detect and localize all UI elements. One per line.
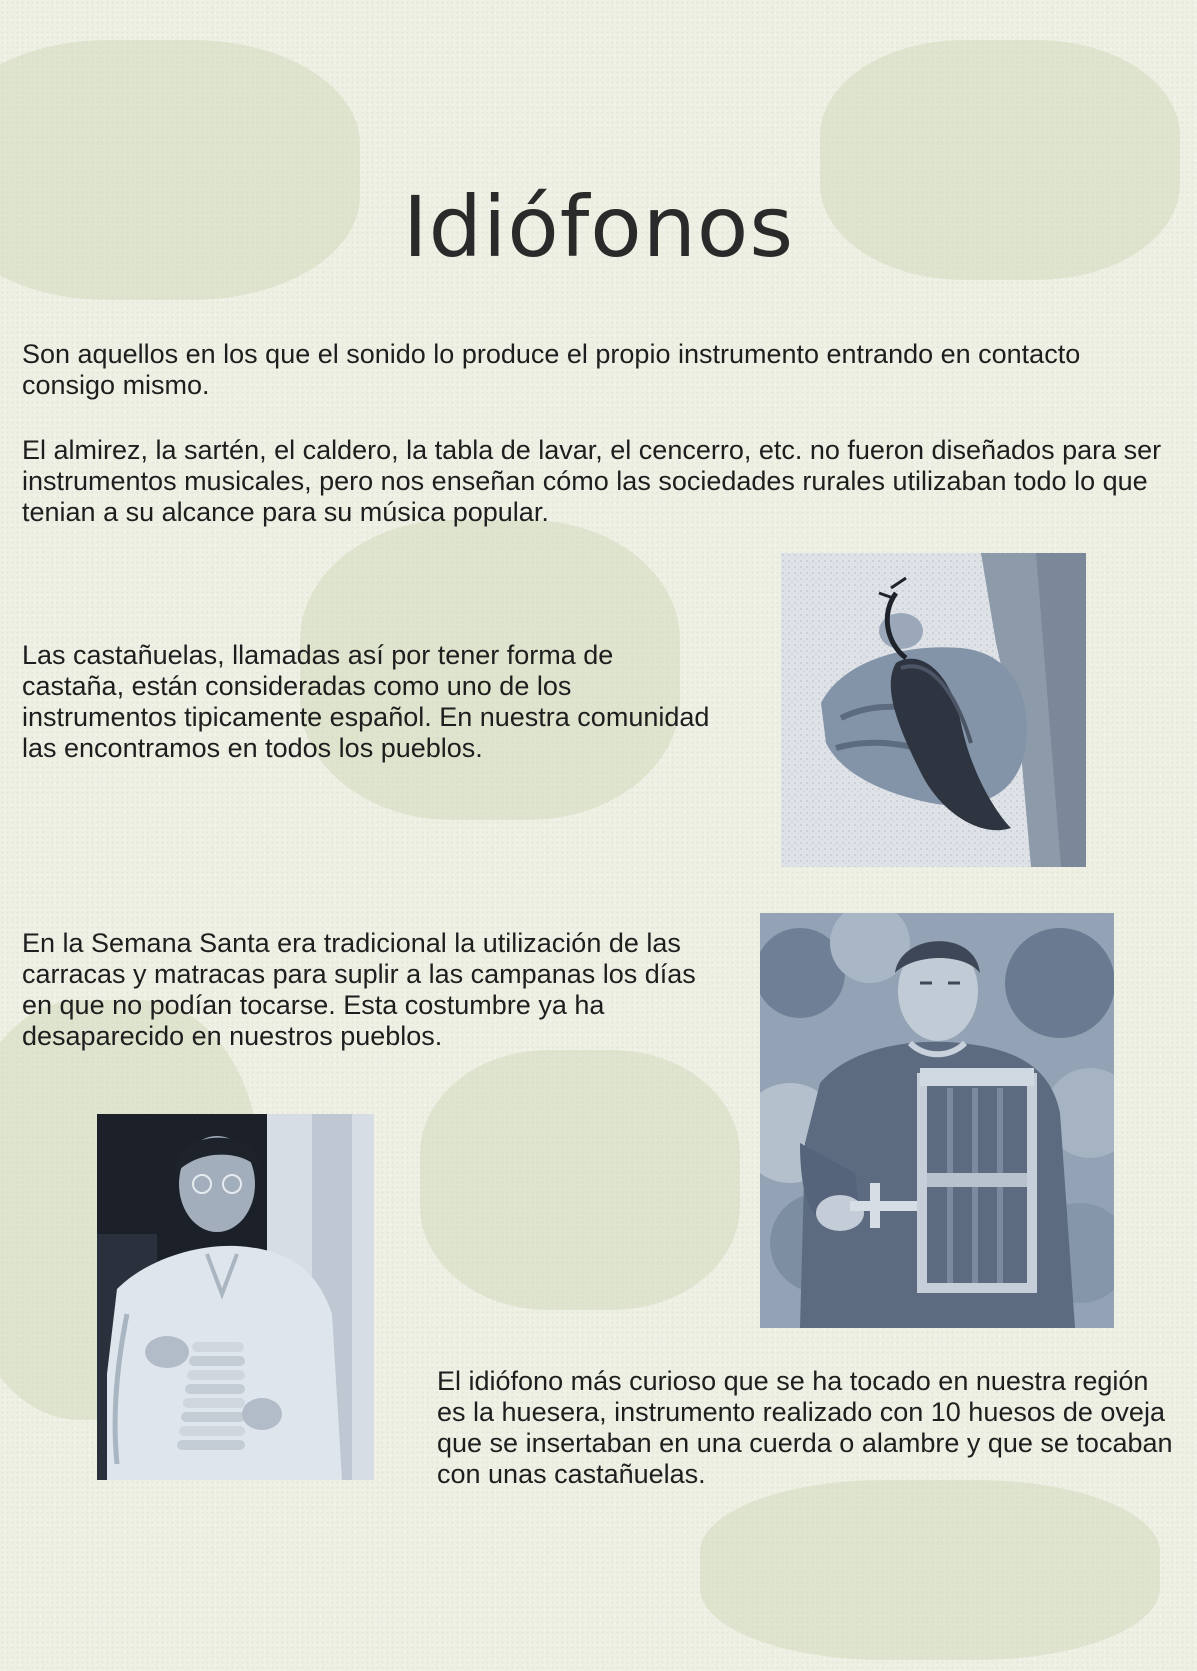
carraca-player-photo <box>760 913 1114 1328</box>
castanets-paragraph: Las castañuelas, llamadas así por tener forma de castaña, están consideradas como uno de los instrumentos tipicamente español. En nuestra comunidad las encontramos en todos los pueblos. <box>22 640 710 763</box>
objects-paragraph: El almirez, la sartén, el caldero, la tabla de lavar, el cencerro, etc. no fueron diseñados para ser instrumentos musicales, pero nos enseñan cómo las sociedades rurales utilizaban todo lo que tenian a su alcance para su música popular. <box>22 435 1162 527</box>
background-pattern-shape <box>420 1050 740 1310</box>
intro-paragraph: Son aquellos en los que el sonido lo produce el propio instrumento entrando en contacto consigo mismo. <box>22 339 1081 400</box>
background-pattern-shape <box>700 1480 1160 1660</box>
huesera-paragraph: El idiófono más curioso que se ha tocado en nuestra región es la huesera, instrumento realizado con 10 huesos de oveja que se insertaban en una cuerda o alambre y que se tocaban con unas castañuelas. <box>437 1366 1173 1489</box>
castanets-photo <box>781 553 1086 867</box>
holy-week-paragraph: En la Semana Santa era tradicional la utilización de las carracas y matracas para suplir a las campanas los días en que no podían tocarse. Esta costumbre ya ha desaparecido en nuestros pueblos. <box>22 928 696 1051</box>
page-title: Idiófonos <box>402 178 795 276</box>
huesera-player-photo <box>97 1114 374 1480</box>
